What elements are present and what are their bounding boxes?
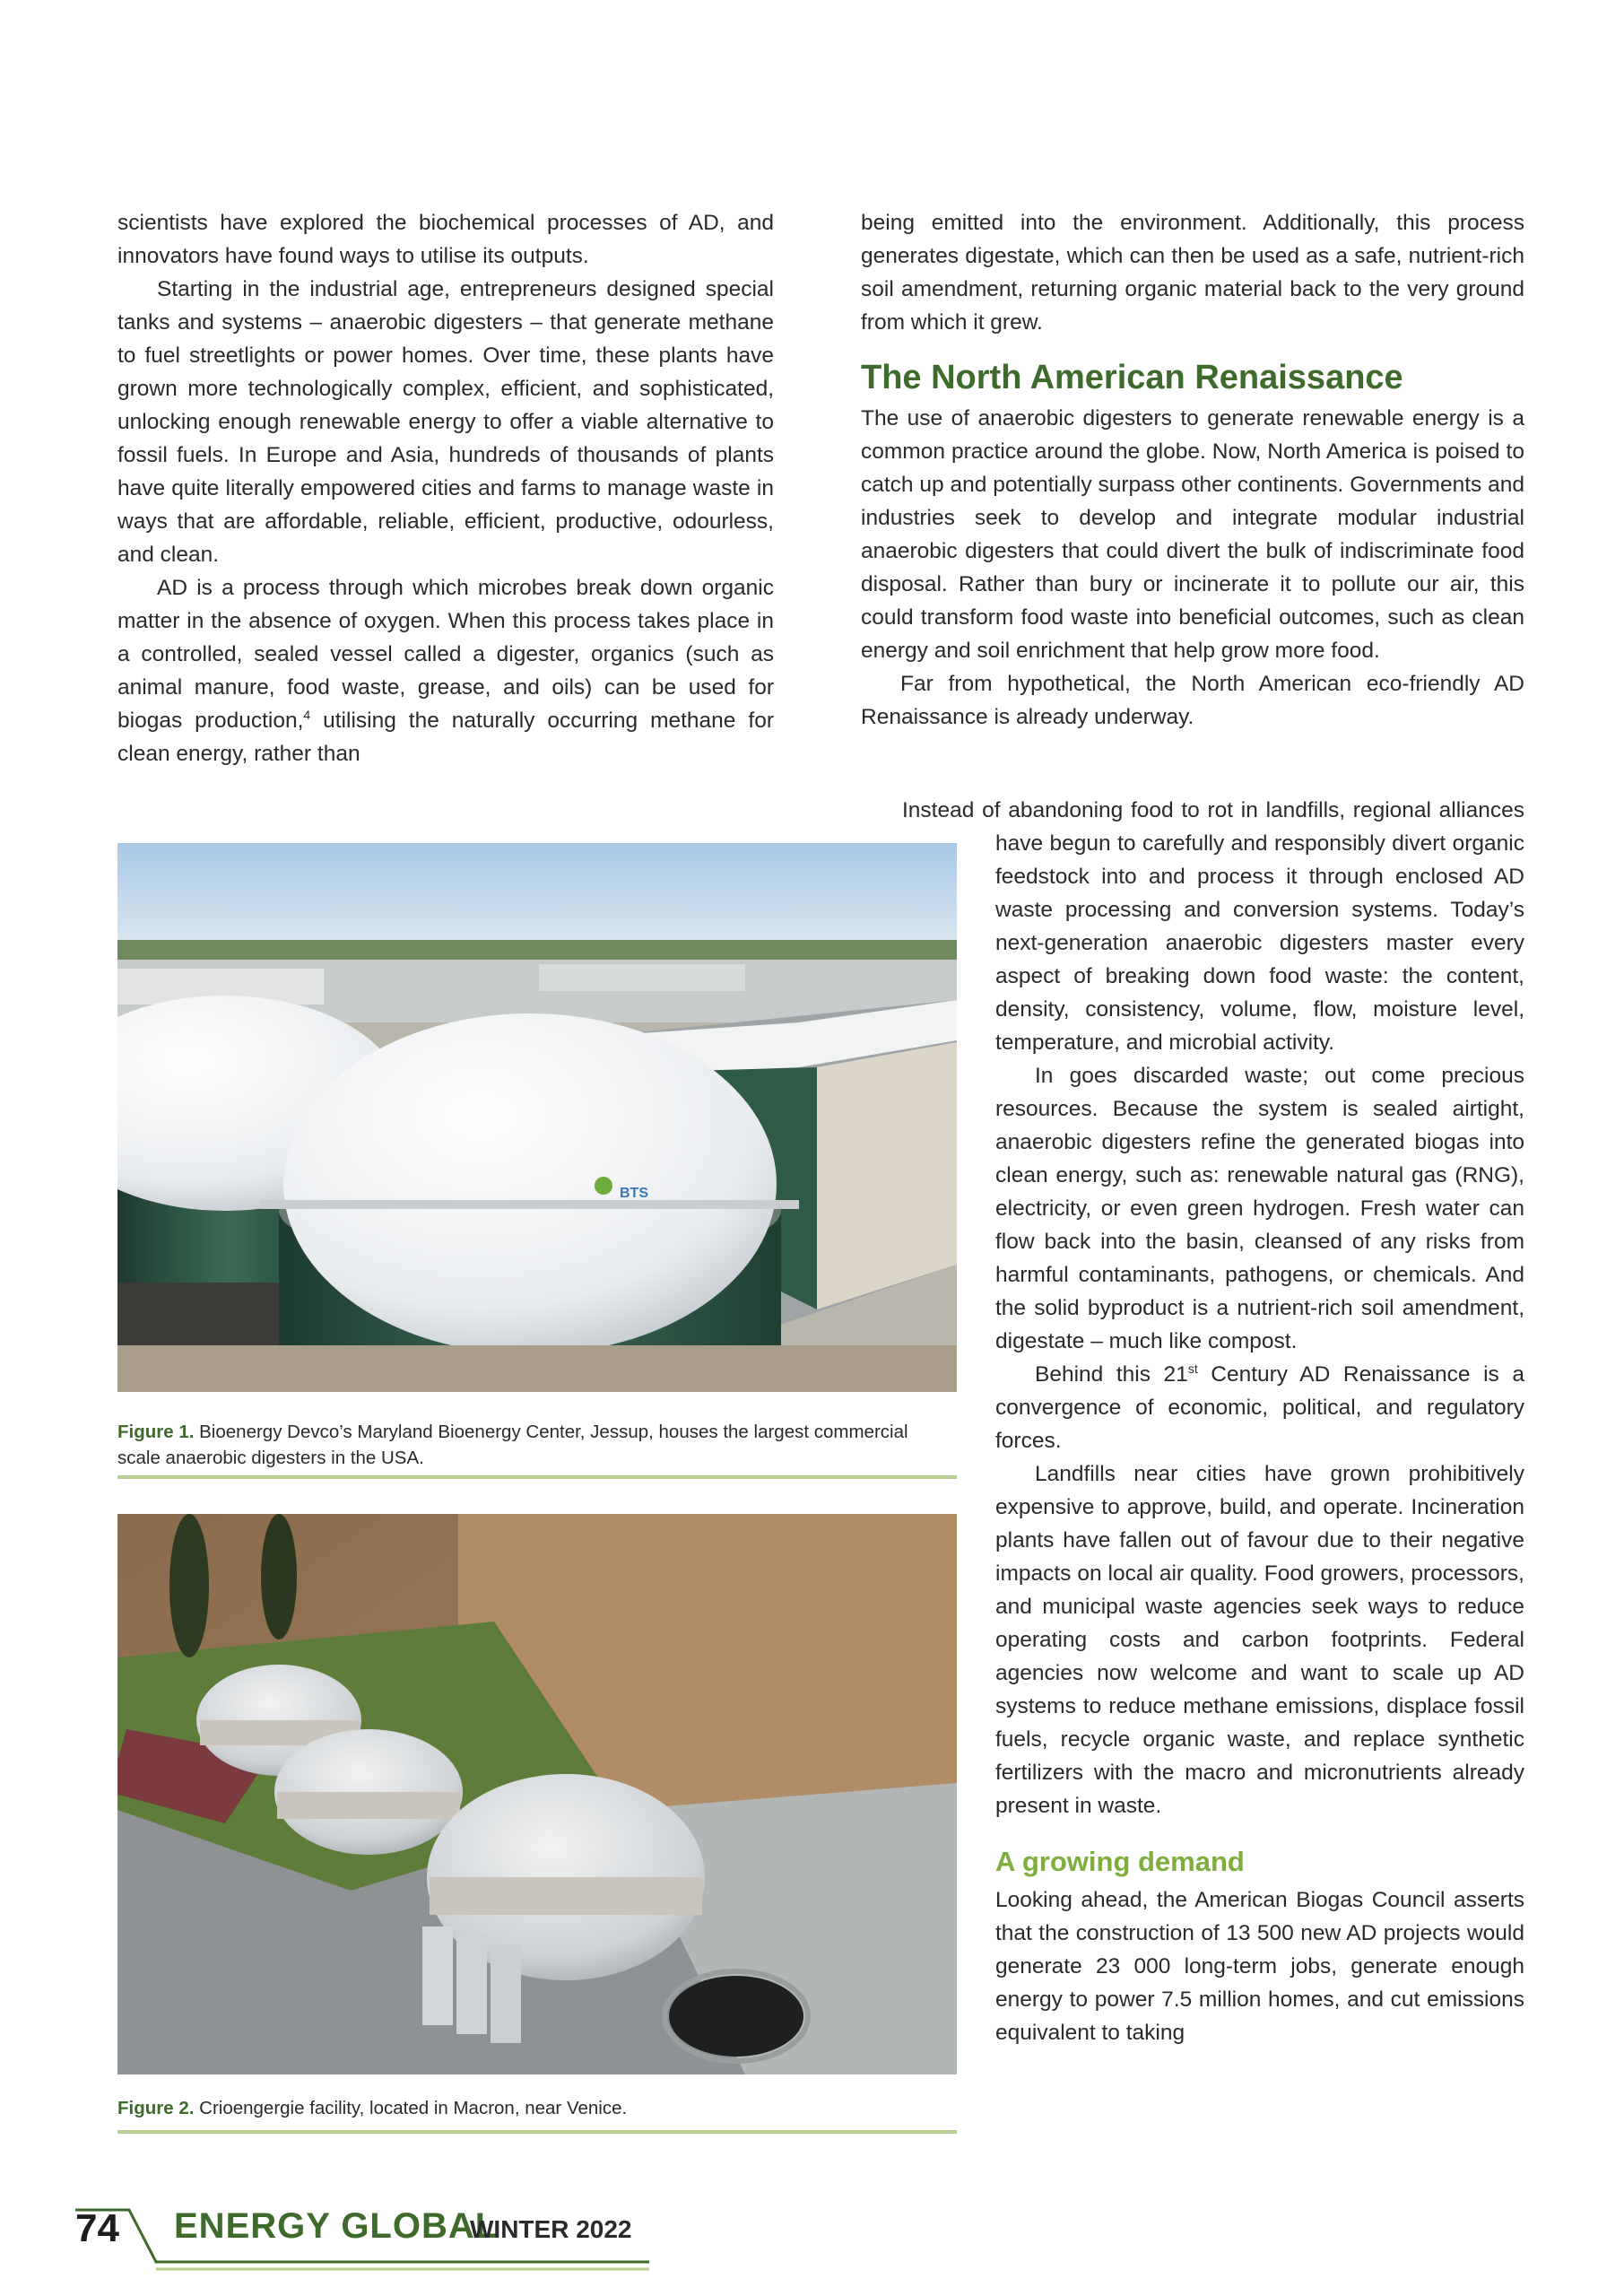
right-column xyxy=(861,206,1524,734)
figure2-caption xyxy=(117,2095,934,2121)
tank-logo: BTS xyxy=(620,1186,648,1201)
body-paragraph: Looking ahead, the American Biogas Council asserts that the construction of 13 500 new AD projects would generate 23 000 long-term jobs, generate enough energy to power 7.5 million homes, and cut emissions equivalent to taking xyxy=(995,1888,1524,2045)
caption-text: Bioenergy Devco’s Maryland Bioenergy Center, Jessup, houses the largest commercial scale anaerobic digesters in the USA. xyxy=(117,1422,908,1468)
body-paragraph: Starting in the industrial age, entrepreneurs designed special tanks and systems – anaerobic digesters – that generate methane to fuel streetlights or power homes. Over time, these plants have grown more technologically complex, efficient, and sophisticated, unlocking enough renewable energy to offer a viable alternative to fossil fuels. In Europe and Asia, hundreds of thousands of plants have quite literally empowered cities and farms to manage waste in ways that are affordable, reliable, efficient, productive, odourless, and clean. xyxy=(117,277,774,567)
page-number: 74 xyxy=(75,2206,119,2250)
figure1-photo xyxy=(117,843,957,1392)
body-paragraph xyxy=(995,1358,1524,1457)
page-footer xyxy=(75,2199,658,2280)
issue-label: WINTER 2022 xyxy=(470,2215,632,2243)
figure1-caption xyxy=(117,1419,934,1471)
paragraph-text: utilising the naturally occurring methane for clean energy, rather than xyxy=(117,709,774,766)
magazine-title: ENERGY GLOBAL xyxy=(174,2206,499,2246)
paragraph-text: Behind this 21 xyxy=(1035,1362,1188,1387)
section-heading: The North American Renaissance xyxy=(861,359,1403,396)
paragraph-text: AD is a process through which microbes break down organic matter in the absence of oxygen. When this process takes place in a controlled, sealed vessel called a digester, organics (such as animal manure, food waste, grease, and oils) can be used for biogas production, xyxy=(117,576,774,733)
caption-rule xyxy=(117,1475,957,1479)
body-paragraph: Landfills near cities have grown prohibitively expensive to approve, build, and operate. Incineration plants have fallen out of favour due to their negative impacts on local air quality. Food growers, processors, and municipal waste agencies seek ways to reduce operating costs and carbon footprints. Federal agencies now welcome and want to scale up AD systems to reduce methane emissions, displace fossil fuels, recycle organic waste, and replace synthetic fertilizers with the macro and micronutrients already present in waste. xyxy=(995,1462,1524,1818)
figure-label: Figure 1. xyxy=(117,1422,195,1442)
left-column xyxy=(117,206,774,770)
body-paragraph xyxy=(902,794,1524,1059)
body-paragraph: being emitted into the environment. Additionally, this process generates digestate, which can then be used as a safe, nutrient-rich soil amendment, returning organic material back to the very ground from which it grew. xyxy=(861,211,1524,335)
body-paragraph: Far from hypothetical, the North American eco-friendly AD Renaissance is already underway. xyxy=(861,672,1524,729)
footnote-ref: 4 xyxy=(303,707,311,722)
figure-label: Figure 2. xyxy=(117,2098,195,2118)
ordinal-suffix: st xyxy=(1187,1361,1198,1376)
figure2-photo xyxy=(117,1514,957,2074)
caption-rule xyxy=(117,2130,957,2134)
body-paragraph xyxy=(117,571,774,770)
body-paragraph: The use of anaerobic digesters to generate renewable energy is a common practice around the globe. Now, North America is poised to catch up and potentially surpass other continents. Governments and industries seek to develop and integrate modular industrial anaerobic digesters that could divert the bulk of indiscriminate food disposal. Rather than bury or incinerate it to pollute our air, this could transform food waste into beneficial outcomes, such as clean energy and soil enrichment that help grow more food. xyxy=(861,406,1524,663)
caption-text: Crioengergie facility, located in Macron, near Venice. xyxy=(194,2098,628,2118)
paragraph-text: Instead of abandoning food to rot in landfills, regional alliances have begun to carefully and responsibly divert organic feedstock into and process it through enclosed AD waste processing and conversion systems. Today’s next-generation anaerobic digesters master every aspect of breaking down food waste: the content, density, consistency, volume, flow, moisture level, temperature, and microbial activity. xyxy=(902,798,1524,1055)
right-column-wrap xyxy=(902,794,1524,2049)
body-paragraph: In goes discarded waste; out come precious resources. Because the system is sealed airtight, anaerobic digesters refine the generated biogas into clean energy, such as: renewable natural gas (RNG), electricity, or even green hydrogen. Fresh water can flow back into the basin, cleansed of any risks from harmful contaminants, pathogens, or chemicals. And the solid byproduct is a nutrient-rich soil amendment, digestate – much like compost. xyxy=(995,1064,1524,1353)
paragraph-text: Century AD Renaissance is a convergence of economic, political, and regulatory forces. xyxy=(995,1362,1524,1453)
section-subheading: A growing demand xyxy=(995,1846,1245,1877)
body-paragraph: scientists have explored the biochemical processes of AD, and innovators have found ways to utilise its outputs. xyxy=(117,211,774,268)
